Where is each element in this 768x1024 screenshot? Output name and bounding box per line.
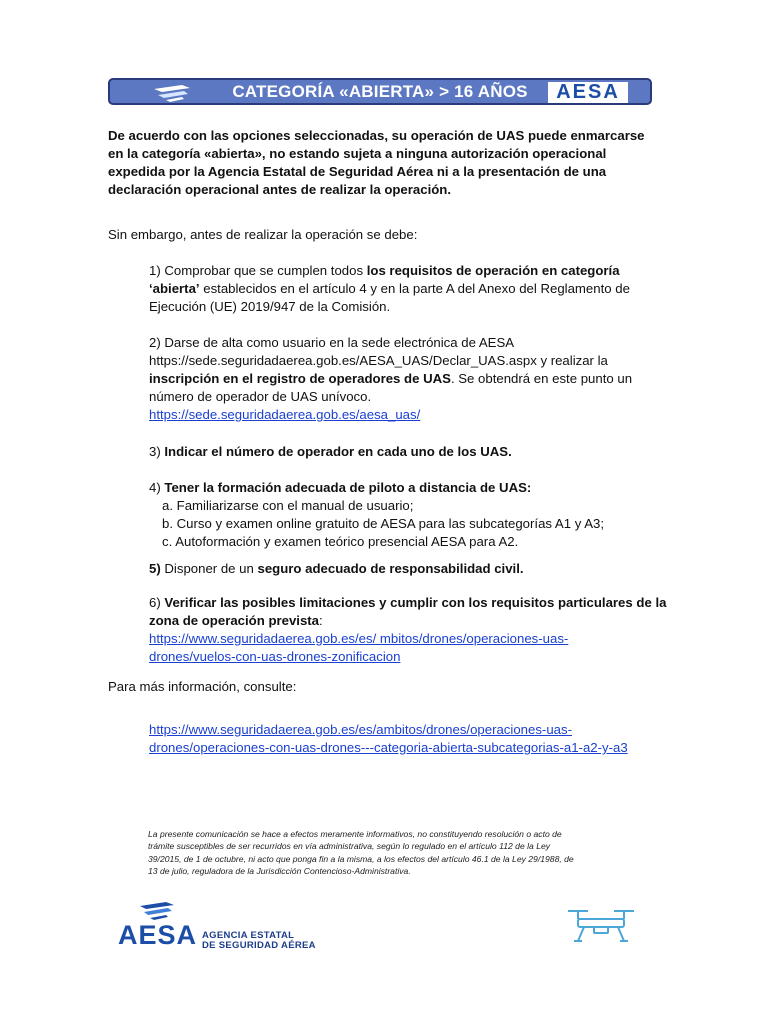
step-4-prefix: 4): [149, 480, 165, 495]
list-item: a. Familiarizarse con el manual de usuario;: [162, 498, 414, 513]
list-item: c. Autoformación y examen teórico presencial AESA para A2.: [162, 534, 519, 549]
categoria-abierta-link-cont[interactable]: drones/operaciones-con-uas-drones---categoria-abierta-subcategorias-a1-a2-y-a3: [149, 740, 628, 755]
footer-logo-text: AESA: [118, 920, 198, 950]
step-5-middle: Disponer de un: [160, 561, 258, 576]
step-3: [149, 443, 669, 461]
footer-agency-name: [202, 931, 316, 951]
legal-disclaimer: La presente comunicación se hace a efectos meramente informativos, no constituyendo resolución o acto de trámite susceptibles de ser recurridos en vía administrativa, según lo regulado en el artículo 112 de la Ley 39/2015, de 1 de octubre, ni acto que ponga fin a la misma, a los efectos del artículo 46.1 de la Ley 29/1988, de 13 de julio, reguladora de la Jurisdicción Contencioso-Administrativa.: [148, 829, 574, 876]
sede-link[interactable]: https://sede.seguridadaerea.gob.es/aesa_uas/: [149, 407, 421, 422]
categoria-abierta-link[interactable]: https://www.seguridadaerea.gob.es/es/ambitos/drones/operaciones-uas-: [149, 722, 572, 737]
step-1-prefix: 1) Comprobar que se cumplen todos: [149, 263, 367, 278]
step-2-line1: 2) Darse de alta como usuario en la sede electrónica de AESA: [149, 335, 515, 350]
agency-line-2: DE SEGURIDAD AÉREA: [202, 940, 316, 951]
step-6-bold: Verificar las posibles limitaciones y cumplir con los requisitos particulares de la zona de operación prevista: [149, 595, 667, 628]
step-6-prefix: 6): [149, 595, 165, 610]
drone-icon: [566, 905, 636, 952]
zonificacion-link-cont[interactable]: drones/vuelos-con-uas-drones-zonificacion: [149, 649, 401, 664]
more-info-link-block: [149, 721, 669, 757]
step-4-list: [162, 497, 642, 551]
title-banner: [108, 78, 652, 105]
agency-line-1: AGENCIA ESTATAL: [202, 930, 295, 941]
aesa-logo: AESA: [548, 82, 628, 103]
step-5-prefix: 5): [149, 561, 161, 576]
more-info-text: Para más información, consulte:: [108, 679, 297, 694]
step-6: [149, 594, 669, 666]
step-1-bold: los requisitos de operación en categoría ‘abierta’: [149, 263, 620, 296]
step-2: [149, 334, 669, 424]
step-1-suffix: establecidos en el artículo 4 y en la parte A del Anexo del Reglamento de Ejecución (UE) 2019/947 de la Comisión.: [149, 281, 630, 314]
step-3-bold: Indicar el número de operador en cada uno de los UAS.: [164, 444, 512, 459]
step-5-bold: seguro adecuado de responsabilidad civil.: [257, 561, 524, 576]
step-2-line2: https://sede.seguridadaerea.gob.es/AESA_UAS/Declar_UAS.aspx y realizar la: [149, 353, 608, 368]
zonificacion-link[interactable]: https://www.seguridadaerea.gob.es/es/ mbitos/drones/operaciones-uas-: [149, 631, 569, 646]
step-4-bold: Tener la formación adecuada de piloto a distancia de UAS:: [164, 480, 532, 495]
step-3-prefix: 3): [149, 444, 165, 459]
page-title: CATEGORÍA «ABIERTA» > 16 AÑOS: [232, 82, 528, 101]
step-6-colon: :: [319, 613, 323, 628]
intro-paragraph: De acuerdo con las opciones seleccionadas, su operación de UAS puede enmarcarse en la categoría «abierta», no estando sujeta a ninguna autorización operacional expedida por la Agencia Estatal de Seguridad Aérea ni a la presentación de una declaración operacional antes de realizar la operación.: [108, 128, 645, 197]
lead-text: Sin embargo, antes de realizar la operación se debe:: [108, 227, 418, 242]
step-1: [149, 262, 669, 316]
list-item: b. Curso y examen online gratuito de AESA para las subcategorías A1 y A3;: [162, 516, 605, 531]
step-2-bold: inscripción en el registro de operadores de UAS: [149, 371, 451, 386]
step-5: [149, 560, 669, 578]
footer-aesa-logo: [118, 900, 202, 955]
step-4: [149, 479, 669, 497]
step-2-suffix: . Se obtendrá en este punto un número de operador de UAS unívoco.: [149, 371, 633, 404]
